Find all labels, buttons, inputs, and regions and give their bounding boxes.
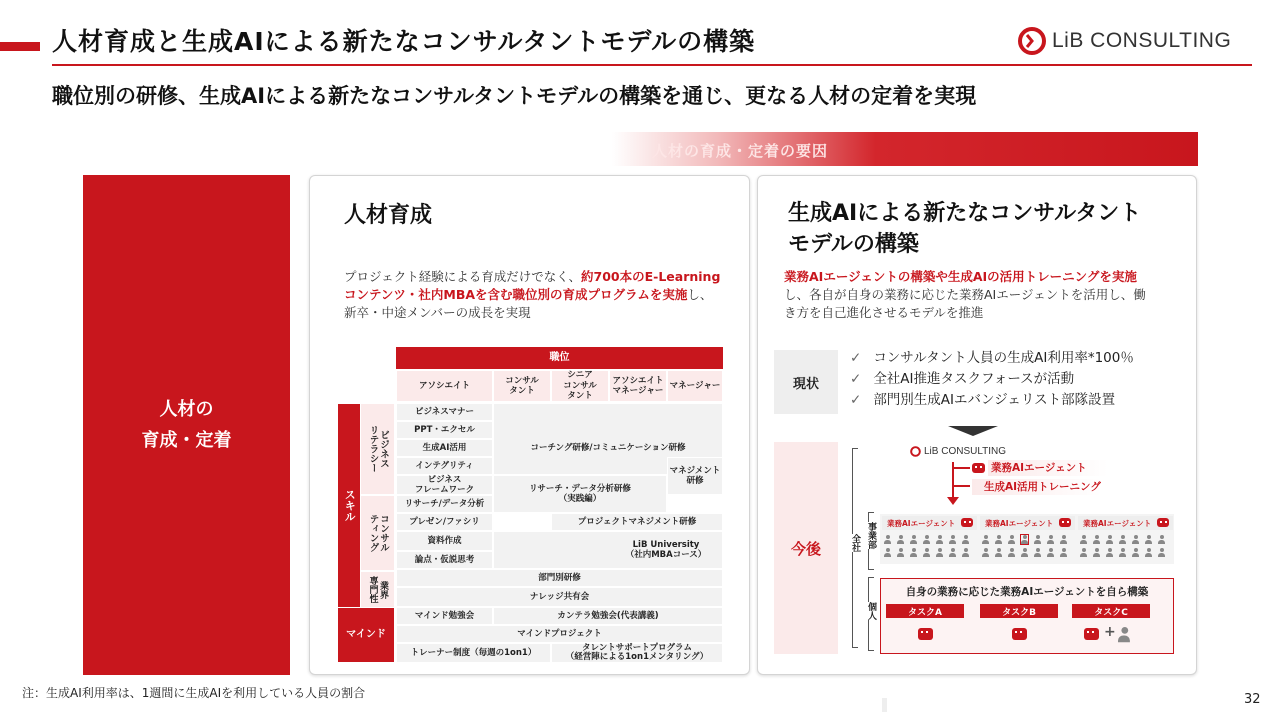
position-consultant: コンサル タント <box>493 370 551 402</box>
person-icon <box>982 535 989 544</box>
program-cantera: カンテラ勉強会(代表講義) <box>493 607 723 625</box>
diagram-logo-text: LiB CONSULTING <box>924 446 1007 457</box>
subcategory-biz-literacy: ビジネス リテラシー <box>361 404 394 494</box>
person-icon <box>1034 535 1041 544</box>
desc-text-2: し、新卒・中途メンバーの成長を実現 <box>344 287 713 320</box>
current-item-text: 全社AI推進タスクフォースが活動 <box>873 371 1075 387</box>
person-icon <box>1021 535 1028 544</box>
person-icon <box>1118 627 1130 642</box>
panel-title-ai-line-2: モデルの構築 <box>788 232 919 257</box>
program-talent-support: タレントサポートプログラム （経営陣による1on1メンタリング） <box>551 643 723 663</box>
person-icon <box>962 535 969 544</box>
plus-sign: + <box>1104 624 1116 640</box>
position-associate-manager: アソシエイト マネージャー <box>609 370 667 402</box>
header-accent-bar <box>0 42 40 51</box>
person-icon <box>1106 535 1113 544</box>
person-icon <box>923 535 930 544</box>
program-mind-study: マインド勉強会 <box>396 607 493 625</box>
current-item-3 <box>850 390 1134 411</box>
program-research-practice: リサーチ・データ分析研修 （実践編） <box>493 475 667 513</box>
page-title: 人材育成と生成AIによる新たなコンサルタントモデルの構築 <box>52 27 756 56</box>
desc-text-1: プロジェクト経験による育成だけでなく、 <box>344 269 582 284</box>
person-icon <box>1080 535 1087 544</box>
person-icon <box>995 548 1002 557</box>
person-icon <box>884 548 891 557</box>
company-logo <box>1018 26 1231 56</box>
task-c: タスクC <box>1072 604 1150 618</box>
person-icon <box>962 548 969 557</box>
division-agent <box>882 698 887 712</box>
person-icon <box>949 535 956 544</box>
program-lib-university: LiB University （社内MBAコース） <box>625 539 707 560</box>
task-a: タスクA <box>886 604 964 618</box>
person-icon <box>1093 548 1100 557</box>
person-icon <box>897 548 904 557</box>
person-icon <box>1008 548 1015 557</box>
person-icon <box>1106 548 1113 557</box>
item-research: リサーチ/データ分析 <box>396 495 493 513</box>
person-icon <box>923 548 930 557</box>
left-label-line-1: 人材の <box>159 399 214 420</box>
check-icon: ✓ <box>850 371 862 387</box>
person-icon <box>982 548 989 557</box>
current-item-1 <box>850 348 1134 369</box>
person-icon <box>1034 548 1041 557</box>
item-genai: 生成AI活用 <box>396 439 493 457</box>
page-number: 32 <box>1244 692 1261 707</box>
program-management: マネジメント 研修 <box>667 457 723 495</box>
future-diagram <box>848 442 1188 657</box>
person-icon <box>936 535 943 544</box>
division-agent-1: 業務AIエージェント <box>882 516 977 530</box>
current-label: 現状 <box>774 350 838 414</box>
person-icon <box>1093 535 1100 544</box>
branch-line-1 <box>954 467 970 469</box>
subcategory-expertise: 業界 専門性 <box>361 572 394 607</box>
current-item-text: コンサルタント人員の生成AI利用率*100％ <box>873 350 1134 366</box>
person-icon <box>1008 535 1015 544</box>
diagram-logo <box>910 446 1006 457</box>
panel-desc-ai <box>784 268 1156 322</box>
robot-icon <box>972 463 985 473</box>
panel-ai-consultant-model <box>757 175 1197 675</box>
down-arrow-icon <box>948 426 998 436</box>
left-category-label <box>83 175 290 675</box>
item-presen: プレゼン/ファシリ <box>396 513 493 531</box>
position-senior-consultant: シニア コンサル タント <box>551 370 609 402</box>
future-label: 今後 <box>774 442 838 654</box>
training-label: 生成AI活用トレーニング <box>972 479 1102 495</box>
item-biz-manner: ビジネスマナー <box>396 403 493 421</box>
category-mind: マインド <box>338 608 394 662</box>
current-list <box>850 348 1134 411</box>
program-dept: 部門別研修 <box>396 569 723 587</box>
panel-talent-development <box>309 175 750 675</box>
person-icon <box>995 535 1002 544</box>
program-coaching: コーチング研修/コミュニケーション研修 <box>530 442 686 453</box>
position-associate: アソシエイト <box>396 370 493 402</box>
program-trainer: トレーナー制度（毎週の1on1） <box>396 643 551 663</box>
person-icon <box>1060 548 1067 557</box>
robot-icon <box>1012 628 1027 640</box>
position-manager: マネージャー <box>667 370 723 402</box>
footnote: 注：生成AI利用率は、1週間に生成AIを利用している人員の割合 <box>22 686 366 700</box>
program-mind-project: マインドプロジェクト <box>396 625 723 643</box>
person-icon <box>1119 548 1126 557</box>
table-header-position: 職位 <box>396 347 723 369</box>
person-icon <box>1145 535 1152 544</box>
robot-icon <box>918 628 933 640</box>
person-icon <box>1080 548 1087 557</box>
person-icon <box>1060 535 1067 544</box>
person-icon <box>1119 535 1126 544</box>
person-icon <box>1158 535 1165 544</box>
left-label-line-2: 育成・定着 <box>141 430 232 451</box>
person-icon <box>910 535 917 544</box>
factor-banner: 人材の育成・定着の要因 <box>612 132 1198 166</box>
robot-icon <box>1157 518 1169 527</box>
logo-mark-small-icon <box>910 446 921 457</box>
check-icon: ✓ <box>850 350 862 366</box>
person-icon <box>936 548 943 557</box>
item-logic: 論点・仮説思考 <box>396 551 493 569</box>
current-item-text: 部門別生成AIエバンジェリスト部隊設置 <box>873 392 1116 408</box>
individual-label: 個人 <box>866 602 876 620</box>
individual-caption: 自身の業務に応じた業務AIエージェントを自ら構築 <box>905 586 1149 598</box>
item-docs: 資料作成 <box>396 531 493 551</box>
logo-text: LiB CONSULTING <box>1052 29 1232 52</box>
training-table <box>310 176 751 676</box>
panel-title-talent: 人材育成 <box>344 203 433 228</box>
person-icon <box>1158 548 1165 557</box>
item-framework: ビジネス フレームワーク <box>396 475 493 495</box>
robot-icon <box>1084 628 1099 640</box>
person-icon <box>1021 548 1028 557</box>
person-icon <box>897 535 904 544</box>
flow-arrow-icon <box>947 497 959 505</box>
agent-label: 業務AIエージェント <box>988 460 1108 476</box>
desc-ai-highlight: 業務AIエージェントの構築や生成AIの活用トレーニングを実施 <box>784 269 1137 284</box>
robot-icon <box>1059 518 1071 527</box>
header-rule <box>52 64 1252 66</box>
task-b: タスクB <box>980 604 1058 618</box>
subtitle: 職位別の研修、生成AIによる新たなコンサルタントモデルの構築を通じ、更なる人材の定着を実現 <box>52 84 977 108</box>
division-agent-2: 業務AIエージェント <box>980 516 1075 530</box>
program-pm: プロジェクトマネジメント研修 <box>551 513 723 531</box>
company-label: 全社 <box>850 534 860 552</box>
person-icon <box>1132 535 1139 544</box>
person-icon <box>1145 548 1152 557</box>
check-icon: ✓ <box>850 392 862 408</box>
logo-mark-icon <box>1018 27 1046 55</box>
division-label: 事業部 <box>866 522 876 549</box>
person-icon <box>949 548 956 557</box>
item-ppt: PPT・エクセル <box>396 421 493 439</box>
item-integrity: インテグリティ <box>396 457 493 475</box>
robot-icon <box>961 518 973 527</box>
person-icon <box>1047 548 1054 557</box>
person-icon <box>1132 548 1139 557</box>
desc-highlight: 約700本のE-Learningコンテンツ・社内MBAを含む職位別の育成プログラムを実施 <box>344 269 721 302</box>
division-agent-3: 業務AIエージェント <box>1078 516 1173 530</box>
desc-ai-text: し、各自が自身の業務に応じた業務AIエージェントを活用し、働き方を自己進化させるモデルを推進 <box>784 287 1146 320</box>
category-skill: スキル <box>338 404 360 607</box>
person-icon <box>910 548 917 557</box>
person-icon <box>1047 535 1054 544</box>
branch-line-2 <box>954 485 970 487</box>
current-item-2 <box>850 369 1134 390</box>
person-icon <box>884 535 891 544</box>
subcategory-consulting: コンサル ティング <box>361 496 394 570</box>
panel-title-ai-line-1: 生成AIによる新たなコンサルタント <box>788 201 1142 226</box>
program-knowledge: ナレッジ共有会 <box>396 587 723 607</box>
